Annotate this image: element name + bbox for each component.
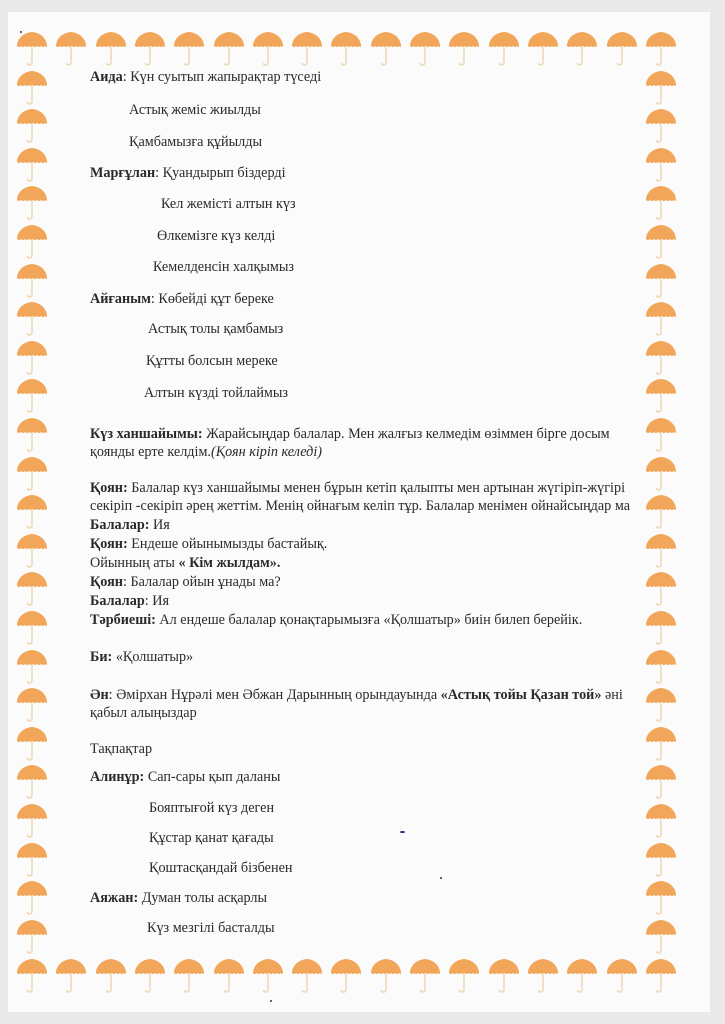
verse-line bbox=[90, 768, 280, 786]
umbrella-icon bbox=[16, 224, 48, 260]
verse-line bbox=[149, 799, 274, 817]
line-text: Балалар ойын ұнады ма? bbox=[130, 574, 281, 590]
dialogue-line bbox=[90, 516, 170, 534]
umbrella-icon bbox=[645, 456, 677, 492]
separator: : bbox=[150, 291, 159, 307]
dialogue-line bbox=[90, 611, 582, 629]
umbrella-icon bbox=[488, 31, 520, 67]
line-text: қоянды ерте келдім. bbox=[90, 444, 211, 460]
umbrella-icon bbox=[55, 31, 87, 67]
umbrella-icon bbox=[291, 31, 323, 67]
line-text: Балалар күз ханшайымы менен бұрын кетіп қалыпты мен артынан жүгіріп-жүгірі bbox=[131, 480, 626, 496]
umbrella-icon bbox=[16, 70, 48, 106]
line-text: Астық жеміс жиылды bbox=[129, 102, 261, 118]
item-label: Ән bbox=[90, 687, 109, 703]
umbrella-icon bbox=[645, 108, 677, 144]
umbrella-icon bbox=[16, 533, 48, 569]
umbrella-icon bbox=[252, 958, 284, 994]
umbrella-icon bbox=[645, 726, 677, 762]
speaker-name: Қоян bbox=[90, 574, 123, 590]
umbrella-icon bbox=[16, 417, 48, 453]
line-text: Сап-сары қып даланы bbox=[147, 769, 281, 785]
line-text: Ия bbox=[152, 593, 170, 609]
umbrella-icon bbox=[645, 958, 677, 994]
umbrella-icon bbox=[566, 958, 598, 994]
umbrella-icon bbox=[16, 958, 48, 994]
speaker-name: Аяжан: bbox=[90, 890, 139, 906]
umbrella-icon bbox=[645, 649, 677, 685]
umbrella-icon bbox=[55, 958, 87, 994]
separator: : bbox=[144, 593, 153, 609]
line-text: Күн суытып жапырақтар түседі bbox=[130, 69, 322, 85]
umbrella-icon bbox=[645, 378, 677, 414]
umbrella-icon bbox=[16, 185, 48, 221]
umbrella-icon bbox=[645, 185, 677, 221]
umbrella-icon bbox=[16, 571, 48, 607]
separator: : bbox=[122, 69, 131, 85]
line-text: Көбейді құт береке bbox=[158, 291, 274, 307]
umbrella-icon bbox=[645, 224, 677, 260]
umbrella-icon bbox=[16, 687, 48, 723]
verse-line bbox=[90, 889, 267, 907]
dialogue-line bbox=[90, 535, 327, 553]
line-text: Алтын күзді тойлаймыз bbox=[144, 385, 289, 401]
line-text: Құтты болсын мереке bbox=[146, 353, 278, 369]
umbrella-icon bbox=[645, 571, 677, 607]
umbrella-icon bbox=[566, 31, 598, 67]
umbrella-icon bbox=[527, 31, 559, 67]
umbrella-icon bbox=[95, 31, 127, 67]
verse-line bbox=[148, 320, 283, 338]
line-text: «Қолшатыр» bbox=[115, 649, 194, 665]
verse-line bbox=[90, 290, 274, 308]
line-text: қабыл алыңыздар bbox=[90, 705, 197, 721]
dialogue-line bbox=[90, 554, 280, 572]
umbrella-icon bbox=[645, 610, 677, 646]
program-item bbox=[90, 686, 645, 704]
umbrella-icon bbox=[16, 803, 48, 839]
line-text: Күз мезгілі басталды bbox=[147, 920, 275, 936]
umbrella-icon bbox=[645, 340, 677, 376]
line-text: Астық толы қамбамыз bbox=[148, 321, 284, 337]
scan-speck bbox=[20, 31, 22, 33]
umbrella-icon bbox=[606, 31, 638, 67]
dialogue-line bbox=[90, 497, 645, 515]
stage-direction: (Қоян кіріп келеді) bbox=[210, 444, 323, 460]
umbrella-icon bbox=[213, 31, 245, 67]
speaker-name: Балалар bbox=[90, 593, 145, 609]
verse-line bbox=[157, 227, 275, 245]
scan-speck bbox=[400, 831, 405, 833]
verse-line bbox=[146, 352, 278, 370]
umbrella-icon bbox=[16, 108, 48, 144]
dialogue-line bbox=[90, 425, 610, 443]
umbrella-icon bbox=[16, 764, 48, 800]
umbrella-icon bbox=[16, 880, 48, 916]
line-text: Бояптығой күз деген bbox=[149, 800, 275, 816]
line-text: Қуандырып біздерді bbox=[162, 165, 286, 181]
umbrella-icon bbox=[16, 610, 48, 646]
line-text: Кемелденсін халқымыз bbox=[153, 259, 295, 275]
dialogue-line bbox=[90, 479, 645, 497]
game-title: « Кім жылдам». bbox=[178, 555, 281, 571]
umbrella-icon bbox=[252, 31, 284, 67]
umbrella-icon bbox=[134, 31, 166, 67]
line-text: Ия bbox=[153, 517, 170, 533]
umbrella-icon bbox=[645, 147, 677, 183]
umbrella-icon bbox=[16, 378, 48, 414]
umbrella-icon bbox=[370, 31, 402, 67]
line-text: Жарайсыңдар балалар. Мен жалғыз келмедім өзіммен бірге досым bbox=[206, 426, 610, 442]
umbrella-icon bbox=[95, 958, 127, 994]
section-heading bbox=[90, 740, 152, 758]
verse-line bbox=[144, 384, 288, 402]
speaker-name: Тәрбиеші: bbox=[90, 612, 156, 628]
dialogue-line bbox=[90, 573, 281, 591]
umbrella-icon bbox=[173, 31, 205, 67]
umbrella-icon bbox=[527, 958, 559, 994]
verse-line bbox=[147, 919, 275, 937]
umbrella-icon bbox=[409, 31, 441, 67]
speaker-name: Айғаным bbox=[90, 291, 151, 307]
item-label: Би: bbox=[90, 649, 113, 665]
separator: : bbox=[108, 687, 117, 703]
umbrella-icon bbox=[448, 958, 480, 994]
verse-line bbox=[129, 101, 261, 119]
umbrella-icon bbox=[645, 70, 677, 106]
speaker-name: Алинұр: bbox=[90, 769, 145, 785]
speaker-name: Балалар: bbox=[90, 517, 150, 533]
umbrella-icon bbox=[16, 263, 48, 299]
line-text: Әмірхан Нұрәлі мен Әбжан Дарынның орындауында bbox=[116, 687, 441, 703]
program-item bbox=[90, 648, 193, 666]
speaker-name: Қоян: bbox=[90, 536, 128, 552]
umbrella-icon bbox=[134, 958, 166, 994]
line-text: Ендеше ойынымызды бастайық. bbox=[131, 536, 328, 552]
umbrella-icon bbox=[16, 842, 48, 878]
umbrella-icon bbox=[645, 919, 677, 955]
umbrella-icon bbox=[16, 301, 48, 337]
umbrella-icon bbox=[16, 726, 48, 762]
umbrella-icon bbox=[16, 456, 48, 492]
umbrella-icon bbox=[645, 301, 677, 337]
umbrella-icon bbox=[409, 958, 441, 994]
scan-speck bbox=[270, 1000, 272, 1002]
program-item bbox=[90, 704, 197, 722]
speaker-name: Күз ханшайымы: bbox=[90, 426, 203, 442]
speaker-name: Аида bbox=[90, 69, 123, 85]
umbrella-icon bbox=[645, 263, 677, 299]
dialogue-line bbox=[90, 592, 169, 610]
umbrella-icon bbox=[645, 417, 677, 453]
line-text: Қоштасқандай бізбенен bbox=[149, 860, 293, 876]
umbrella-icon bbox=[330, 31, 362, 67]
verse-line bbox=[153, 258, 294, 276]
verse-line bbox=[90, 68, 321, 86]
umbrella-icon bbox=[645, 880, 677, 916]
umbrella-icon bbox=[488, 958, 520, 994]
umbrella-icon bbox=[16, 919, 48, 955]
separator: : bbox=[155, 165, 163, 181]
umbrella-icon bbox=[16, 31, 48, 67]
line-text: Ойынның аты bbox=[90, 555, 179, 571]
line-text: Құстар қанат қағады bbox=[149, 830, 274, 846]
line-text: әні bbox=[601, 687, 623, 703]
umbrella-icon bbox=[370, 958, 402, 994]
verse-line bbox=[149, 829, 274, 847]
line-text: секіріп -секіріп әрең жеттім. Менің ойнағым келіп тұр. Балалар менімен ойнайсыңдар ма bbox=[90, 498, 630, 514]
umbrella-icon bbox=[606, 958, 638, 994]
line-text: Өлкемізге күз келді bbox=[157, 228, 276, 244]
line-text: Тақпақтар bbox=[90, 741, 153, 757]
umbrella-icon bbox=[645, 842, 677, 878]
umbrella-icon bbox=[213, 958, 245, 994]
dialogue-line bbox=[90, 443, 322, 461]
speaker-name: Марғұлан bbox=[90, 165, 156, 181]
umbrella-icon bbox=[16, 649, 48, 685]
song-title: «Астық тойы Қазан той» bbox=[440, 687, 602, 703]
line-text: Ал ендеше балалар қонақтарымызға «Қолшатыр» биін билеп берейік. bbox=[159, 612, 583, 628]
umbrella-icon bbox=[16, 494, 48, 530]
line-text: Думан толы асқарлы bbox=[141, 890, 268, 906]
scan-speck bbox=[440, 877, 442, 879]
umbrella-icon bbox=[16, 340, 48, 376]
line-text: Кел жемісті алтын күз bbox=[161, 196, 296, 212]
verse-line bbox=[90, 164, 286, 182]
umbrella-icon bbox=[645, 687, 677, 723]
speaker-name: Қоян: bbox=[90, 480, 128, 496]
umbrella-icon bbox=[645, 803, 677, 839]
umbrella-icon bbox=[645, 764, 677, 800]
umbrella-icon bbox=[330, 958, 362, 994]
umbrella-icon bbox=[645, 494, 677, 530]
separator: : bbox=[122, 574, 131, 590]
umbrella-icon bbox=[645, 533, 677, 569]
umbrella-icon bbox=[291, 958, 323, 994]
verse-line bbox=[149, 859, 292, 877]
umbrella-icon bbox=[16, 147, 48, 183]
verse-line bbox=[129, 133, 262, 151]
umbrella-icon bbox=[645, 31, 677, 67]
line-text: Қамбамызға құйылды bbox=[129, 134, 262, 150]
umbrella-icon bbox=[173, 958, 205, 994]
umbrella-icon bbox=[448, 31, 480, 67]
verse-line bbox=[161, 195, 296, 213]
